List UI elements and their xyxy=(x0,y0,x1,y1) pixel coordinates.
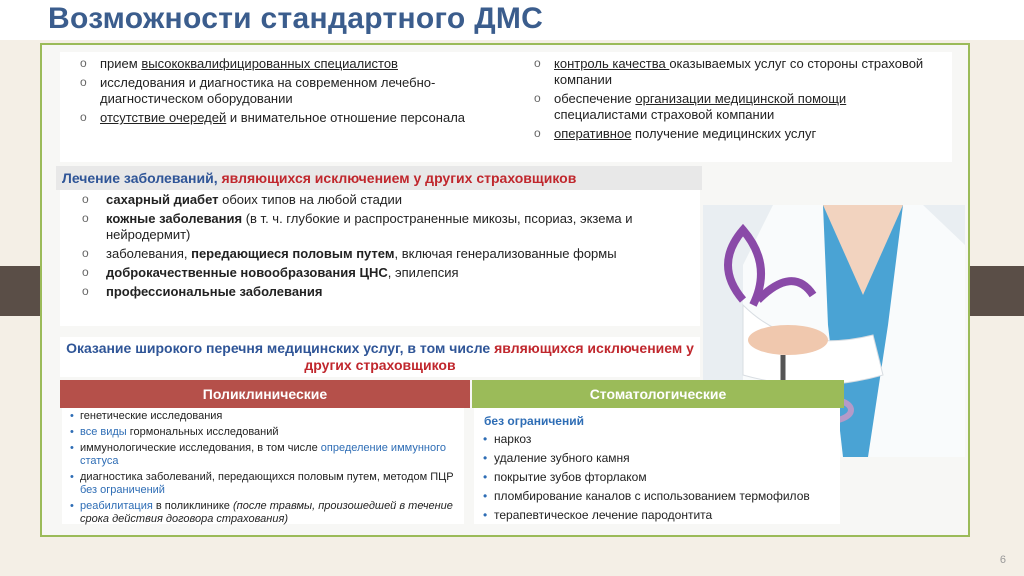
list-item: o контроль качества оказываемых услуг со стороны страховой компании xyxy=(530,56,930,88)
tab-dental: Стоматологические xyxy=(472,380,844,408)
list-item: • реабилитация в поликлинике (после травмы, произошедшей в течение срока действия договора страхования) xyxy=(68,500,458,526)
treatment-list xyxy=(78,192,678,300)
list-item: • диагностика заболеваний, передающихся половым путем, методом ПЦР без ограничений xyxy=(68,471,458,497)
list-item: o кожные заболевания (в т. ч. глубокие и распространенные микозы, псориаз, экзема и нейродермит) xyxy=(78,211,678,243)
list-item: o доброкачественные новообразования ЦНС, эпилепсия xyxy=(78,265,678,281)
list-item: • пломбирование каналов с использованием термофилов xyxy=(480,489,835,504)
page-title: Возможности стандартного ДМС xyxy=(48,2,544,35)
list-item: o отсутствие очередей и внимательное отношение персонала xyxy=(76,110,526,126)
dental-subtitle: без ограничений xyxy=(484,414,584,428)
dental-panel xyxy=(474,408,840,524)
list-item: o профессиональные заболевания xyxy=(78,284,678,300)
list-item: • терапевтическое лечение пародонтита xyxy=(480,508,835,523)
tab-clinic: Поликлинические xyxy=(60,380,470,408)
list-item: • покрытие зубов фторлаком xyxy=(480,470,835,485)
dental-list xyxy=(480,432,835,527)
list-item: o заболевания, передающиеся половым путем, включая генерализованные формы xyxy=(78,246,678,262)
list-item: • генетические исследования xyxy=(68,410,458,423)
top-panel xyxy=(60,52,952,162)
list-item: • удаление зубного камня xyxy=(480,451,835,466)
right-benefits-list xyxy=(530,56,930,142)
right-accent-band xyxy=(970,266,1024,316)
list-item: • иммунологические исследования, в том числе определение иммунного статуса xyxy=(68,442,458,468)
list-item: • все виды гормональных исследований xyxy=(68,426,458,439)
page-number: 6 xyxy=(999,554,1006,566)
list-item: • наркоз xyxy=(480,432,835,447)
list-item: o прием высококвалифицированных специалистов xyxy=(76,56,526,72)
list-item: o оперативное получение медицинских услуг xyxy=(530,126,930,142)
list-item: o сахарный диабет обоих типов на любой стадии xyxy=(78,192,678,208)
left-benefits-list xyxy=(76,56,526,126)
list-item: o обеспечение организации медицинской помощи специалистами страховой компании xyxy=(530,91,930,123)
left-accent-band xyxy=(0,266,40,316)
clinic-list xyxy=(68,410,458,529)
services-heading: Оказание широкого перечня медицинских услуг, в том числе являющихся исключением у других страховщиков xyxy=(60,337,700,377)
treatment-heading: Лечение заболеваний, являющихся исключением у других страховщиков xyxy=(56,166,702,190)
clinic-panel xyxy=(62,408,464,524)
treatment-panel xyxy=(60,190,700,326)
list-item: o исследования и диагностика на современном лечебно-диагностическом оборудовании xyxy=(76,75,526,107)
